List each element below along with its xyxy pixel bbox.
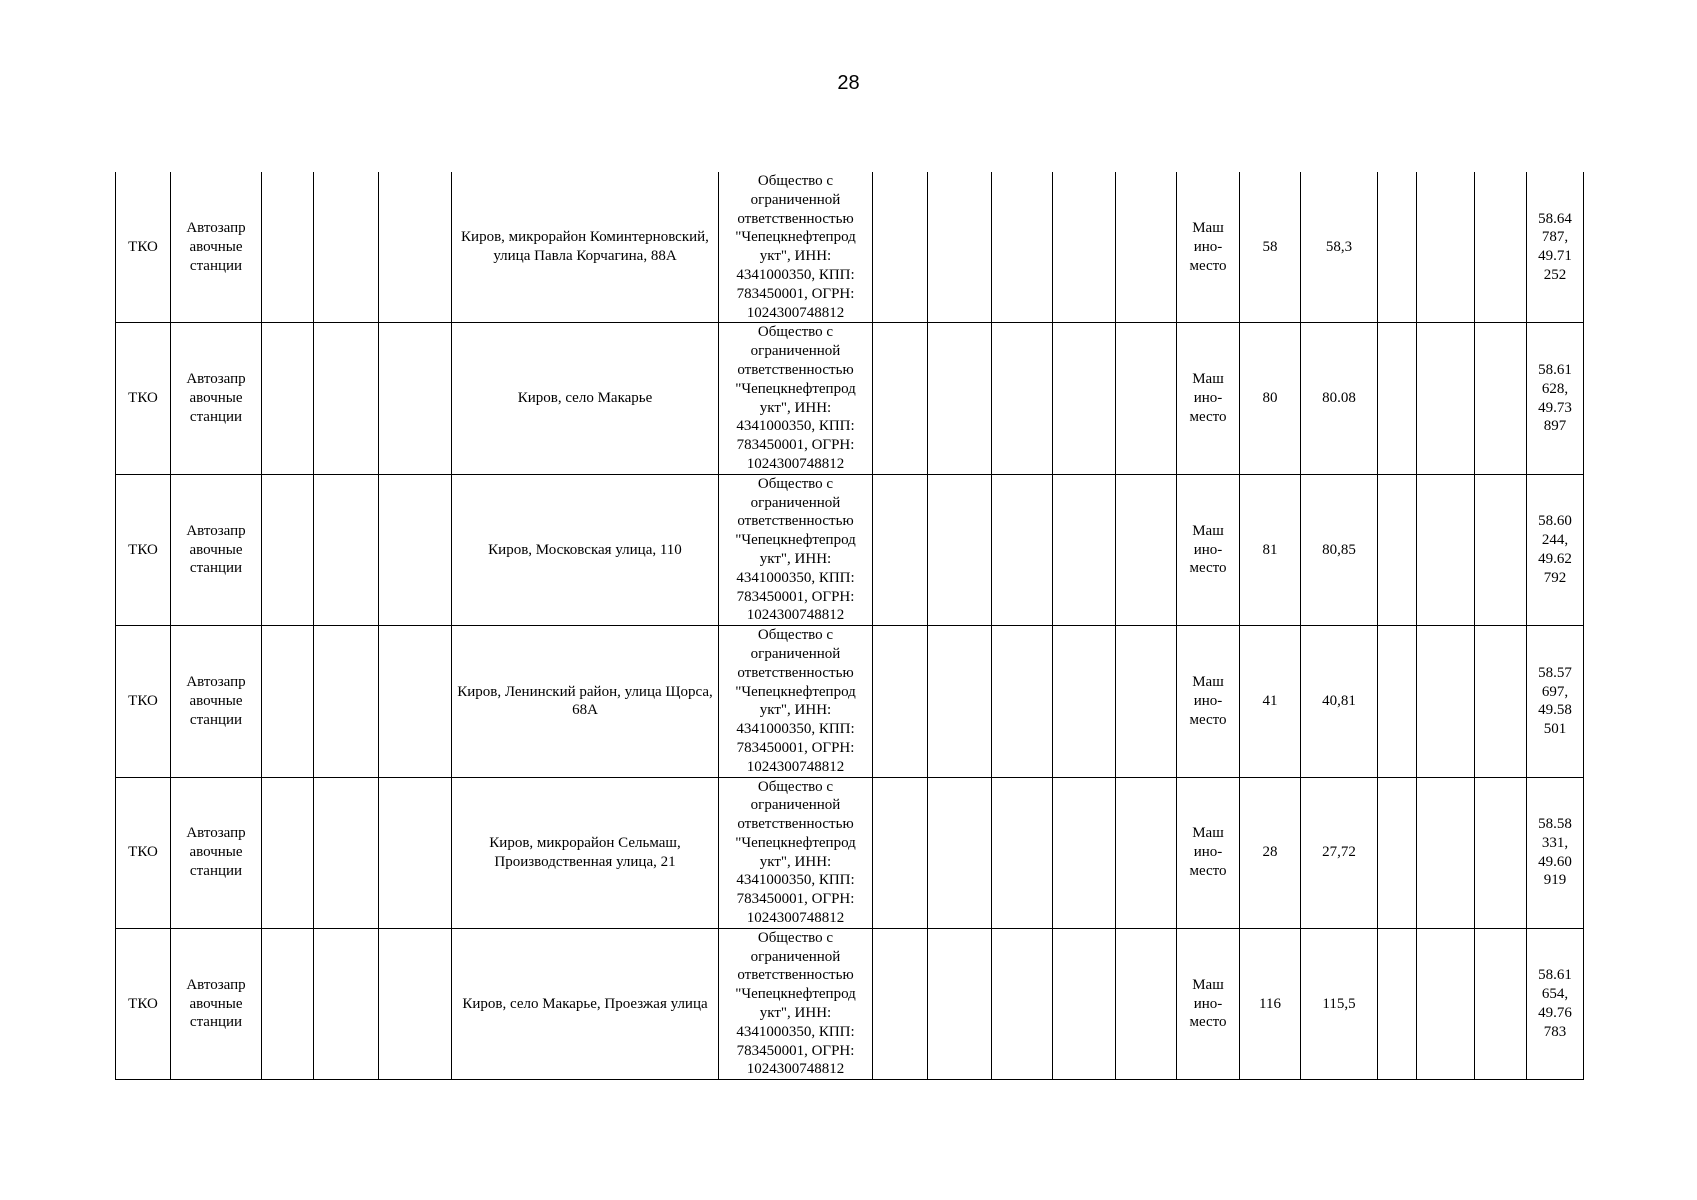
cell-empty [873, 928, 928, 1079]
cell-surface: Маш ино-место [1177, 928, 1240, 1079]
table-row [116, 474, 1584, 625]
cell-empty [928, 474, 992, 625]
cell-empty [379, 928, 452, 1079]
cell-empty [1378, 626, 1417, 777]
cell-empty [992, 626, 1053, 777]
cell-empty [1378, 928, 1417, 1079]
cell-owner: Общество с ограниченной ответственностью "Чепецкнефтепрод укт", ИНН: 4341000350, КПП: 783450001, ОГРН: 1024300748812 [719, 626, 873, 777]
cell-owner: Общество с ограниченной ответственностью "Чепецкнефтепрод укт", ИНН: 4341000350, КПП: 783450001, ОГРН: 1024300748812 [719, 172, 873, 323]
cell-empty [379, 626, 452, 777]
cell-address: Киров, микрорайон Сельмаш, Производственная улица, 21 [452, 777, 719, 928]
cell-area: 40,81 [1301, 626, 1378, 777]
cell-empty [1053, 777, 1116, 928]
cell-empty [1116, 172, 1177, 323]
cell-category: Автозапр авочные станции [171, 777, 262, 928]
cell-surface: Маш ино-место [1177, 777, 1240, 928]
cell-empty [1053, 928, 1116, 1079]
cell-empty [379, 777, 452, 928]
cell-empty [1378, 172, 1417, 323]
cell-empty [1475, 323, 1527, 474]
cell-empty [314, 777, 379, 928]
cell-category: Автозапр авочные станции [171, 474, 262, 625]
cell-empty [928, 777, 992, 928]
cell-empty [1053, 626, 1116, 777]
cell-empty [314, 474, 379, 625]
table-row [116, 323, 1584, 474]
cell-empty [1378, 777, 1417, 928]
cell-empty [1417, 626, 1475, 777]
cell-empty [262, 626, 314, 777]
cell-empty [314, 323, 379, 474]
cell-surface: Маш ино-место [1177, 172, 1240, 323]
cell-area: 80,85 [1301, 474, 1378, 625]
cell-area: 58,3 [1301, 172, 1378, 323]
cell-empty [1475, 474, 1527, 625]
cell-empty [1053, 323, 1116, 474]
cell-count: 28 [1240, 777, 1301, 928]
cell-empty [1116, 474, 1177, 625]
cell-empty [262, 474, 314, 625]
cell-empty [1417, 323, 1475, 474]
cell-empty [992, 777, 1053, 928]
cell-empty [1475, 626, 1527, 777]
cell-waste-type: ТКО [116, 626, 171, 777]
cell-empty [1417, 172, 1475, 323]
cell-waste-type: ТКО [116, 172, 171, 323]
table-row [116, 928, 1584, 1079]
table-row [116, 172, 1584, 323]
cell-address: Киров, Московская улица, 110 [452, 474, 719, 625]
cell-empty [1053, 474, 1116, 625]
cell-coordinates: 58.61 654, 49.76 783 [1527, 928, 1584, 1079]
cell-empty [992, 928, 1053, 1079]
cell-empty [873, 323, 928, 474]
cell-coordinates: 58.64 787, 49.71 252 [1527, 172, 1584, 323]
cell-empty [379, 172, 452, 323]
cell-empty [992, 323, 1053, 474]
cell-empty [1116, 626, 1177, 777]
cell-address: Киров, село Макарье [452, 323, 719, 474]
cell-owner: Общество с ограниченной ответственностью "Чепецкнефтепрод укт", ИНН: 4341000350, КПП: 783450001, ОГРН: 1024300748812 [719, 928, 873, 1079]
cell-coordinates: 58.57 697, 49.58 501 [1527, 626, 1584, 777]
cell-empty [873, 626, 928, 777]
cell-empty [928, 928, 992, 1079]
cell-empty [1116, 323, 1177, 474]
cell-empty [262, 323, 314, 474]
cell-address: Киров, село Макарье, Проезжая улица [452, 928, 719, 1079]
cell-empty [1378, 474, 1417, 625]
cell-empty [314, 172, 379, 323]
cell-empty [1475, 928, 1527, 1079]
cell-empty [873, 474, 928, 625]
cell-empty [314, 928, 379, 1079]
cell-owner: Общество с ограниченной ответственностью "Чепецкнефтепрод укт", ИНН: 4341000350, КПП: 783450001, ОГРН: 1024300748812 [719, 323, 873, 474]
cell-empty [992, 172, 1053, 323]
table-row [116, 626, 1584, 777]
cell-empty [1417, 928, 1475, 1079]
cell-coordinates: 58.58 331, 49.60 919 [1527, 777, 1584, 928]
cell-empty [262, 777, 314, 928]
cell-coordinates: 58.60 244, 49.62 792 [1527, 474, 1584, 625]
cell-coordinates: 58.61 628, 49.73 897 [1527, 323, 1584, 474]
cell-area: 80.08 [1301, 323, 1378, 474]
cell-count: 41 [1240, 626, 1301, 777]
cell-count: 80 [1240, 323, 1301, 474]
cell-waste-type: ТКО [116, 474, 171, 625]
cell-empty [928, 626, 992, 777]
cell-count: 58 [1240, 172, 1301, 323]
cell-category: Автозапр авочные станции [171, 323, 262, 474]
cell-empty [379, 474, 452, 625]
cell-empty [1116, 928, 1177, 1079]
cell-empty [1053, 172, 1116, 323]
cell-waste-type: ТКО [116, 928, 171, 1079]
cell-empty [1378, 323, 1417, 474]
cell-empty [314, 626, 379, 777]
cell-owner: Общество с ограниченной ответственностью "Чепецкнефтепрод укт", ИНН: 4341000350, КПП: 783450001, ОГРН: 1024300748812 [719, 777, 873, 928]
page-number: 28 [837, 72, 860, 94]
cell-category: Автозапр авочные станции [171, 928, 262, 1079]
table-row [116, 777, 1584, 928]
cell-empty [262, 928, 314, 1079]
cell-category: Автозапр авочные станции [171, 172, 262, 323]
cell-empty [1116, 777, 1177, 928]
cell-empty [379, 323, 452, 474]
cell-address: Киров, Ленинский район, улица Щорса, 68А [452, 626, 719, 777]
cell-empty [873, 777, 928, 928]
cell-area: 27,72 [1301, 777, 1378, 928]
registry-table [115, 172, 1584, 1080]
cell-category: Автозапр авочные станции [171, 626, 262, 777]
cell-empty [262, 172, 314, 323]
cell-surface: Маш ино-место [1177, 323, 1240, 474]
cell-empty [928, 172, 992, 323]
cell-waste-type: ТКО [116, 777, 171, 928]
cell-area: 115,5 [1301, 928, 1378, 1079]
cell-address: Киров, микрорайон Коминтерновский, улица Павла Корчагина, 88А [452, 172, 719, 323]
cell-empty [1417, 474, 1475, 625]
cell-surface: Маш ино-место [1177, 626, 1240, 777]
cell-waste-type: ТКО [116, 323, 171, 474]
cell-surface: Маш ино-место [1177, 474, 1240, 625]
cell-empty [873, 172, 928, 323]
cell-empty [1417, 777, 1475, 928]
cell-empty [1475, 777, 1527, 928]
cell-owner: Общество с ограниченной ответственностью "Чепецкнефтепрод укт", ИНН: 4341000350, КПП: 783450001, ОГРН: 1024300748812 [719, 474, 873, 625]
cell-count: 81 [1240, 474, 1301, 625]
cell-empty [1475, 172, 1527, 323]
cell-count: 116 [1240, 928, 1301, 1079]
cell-empty [928, 323, 992, 474]
cell-empty [992, 474, 1053, 625]
